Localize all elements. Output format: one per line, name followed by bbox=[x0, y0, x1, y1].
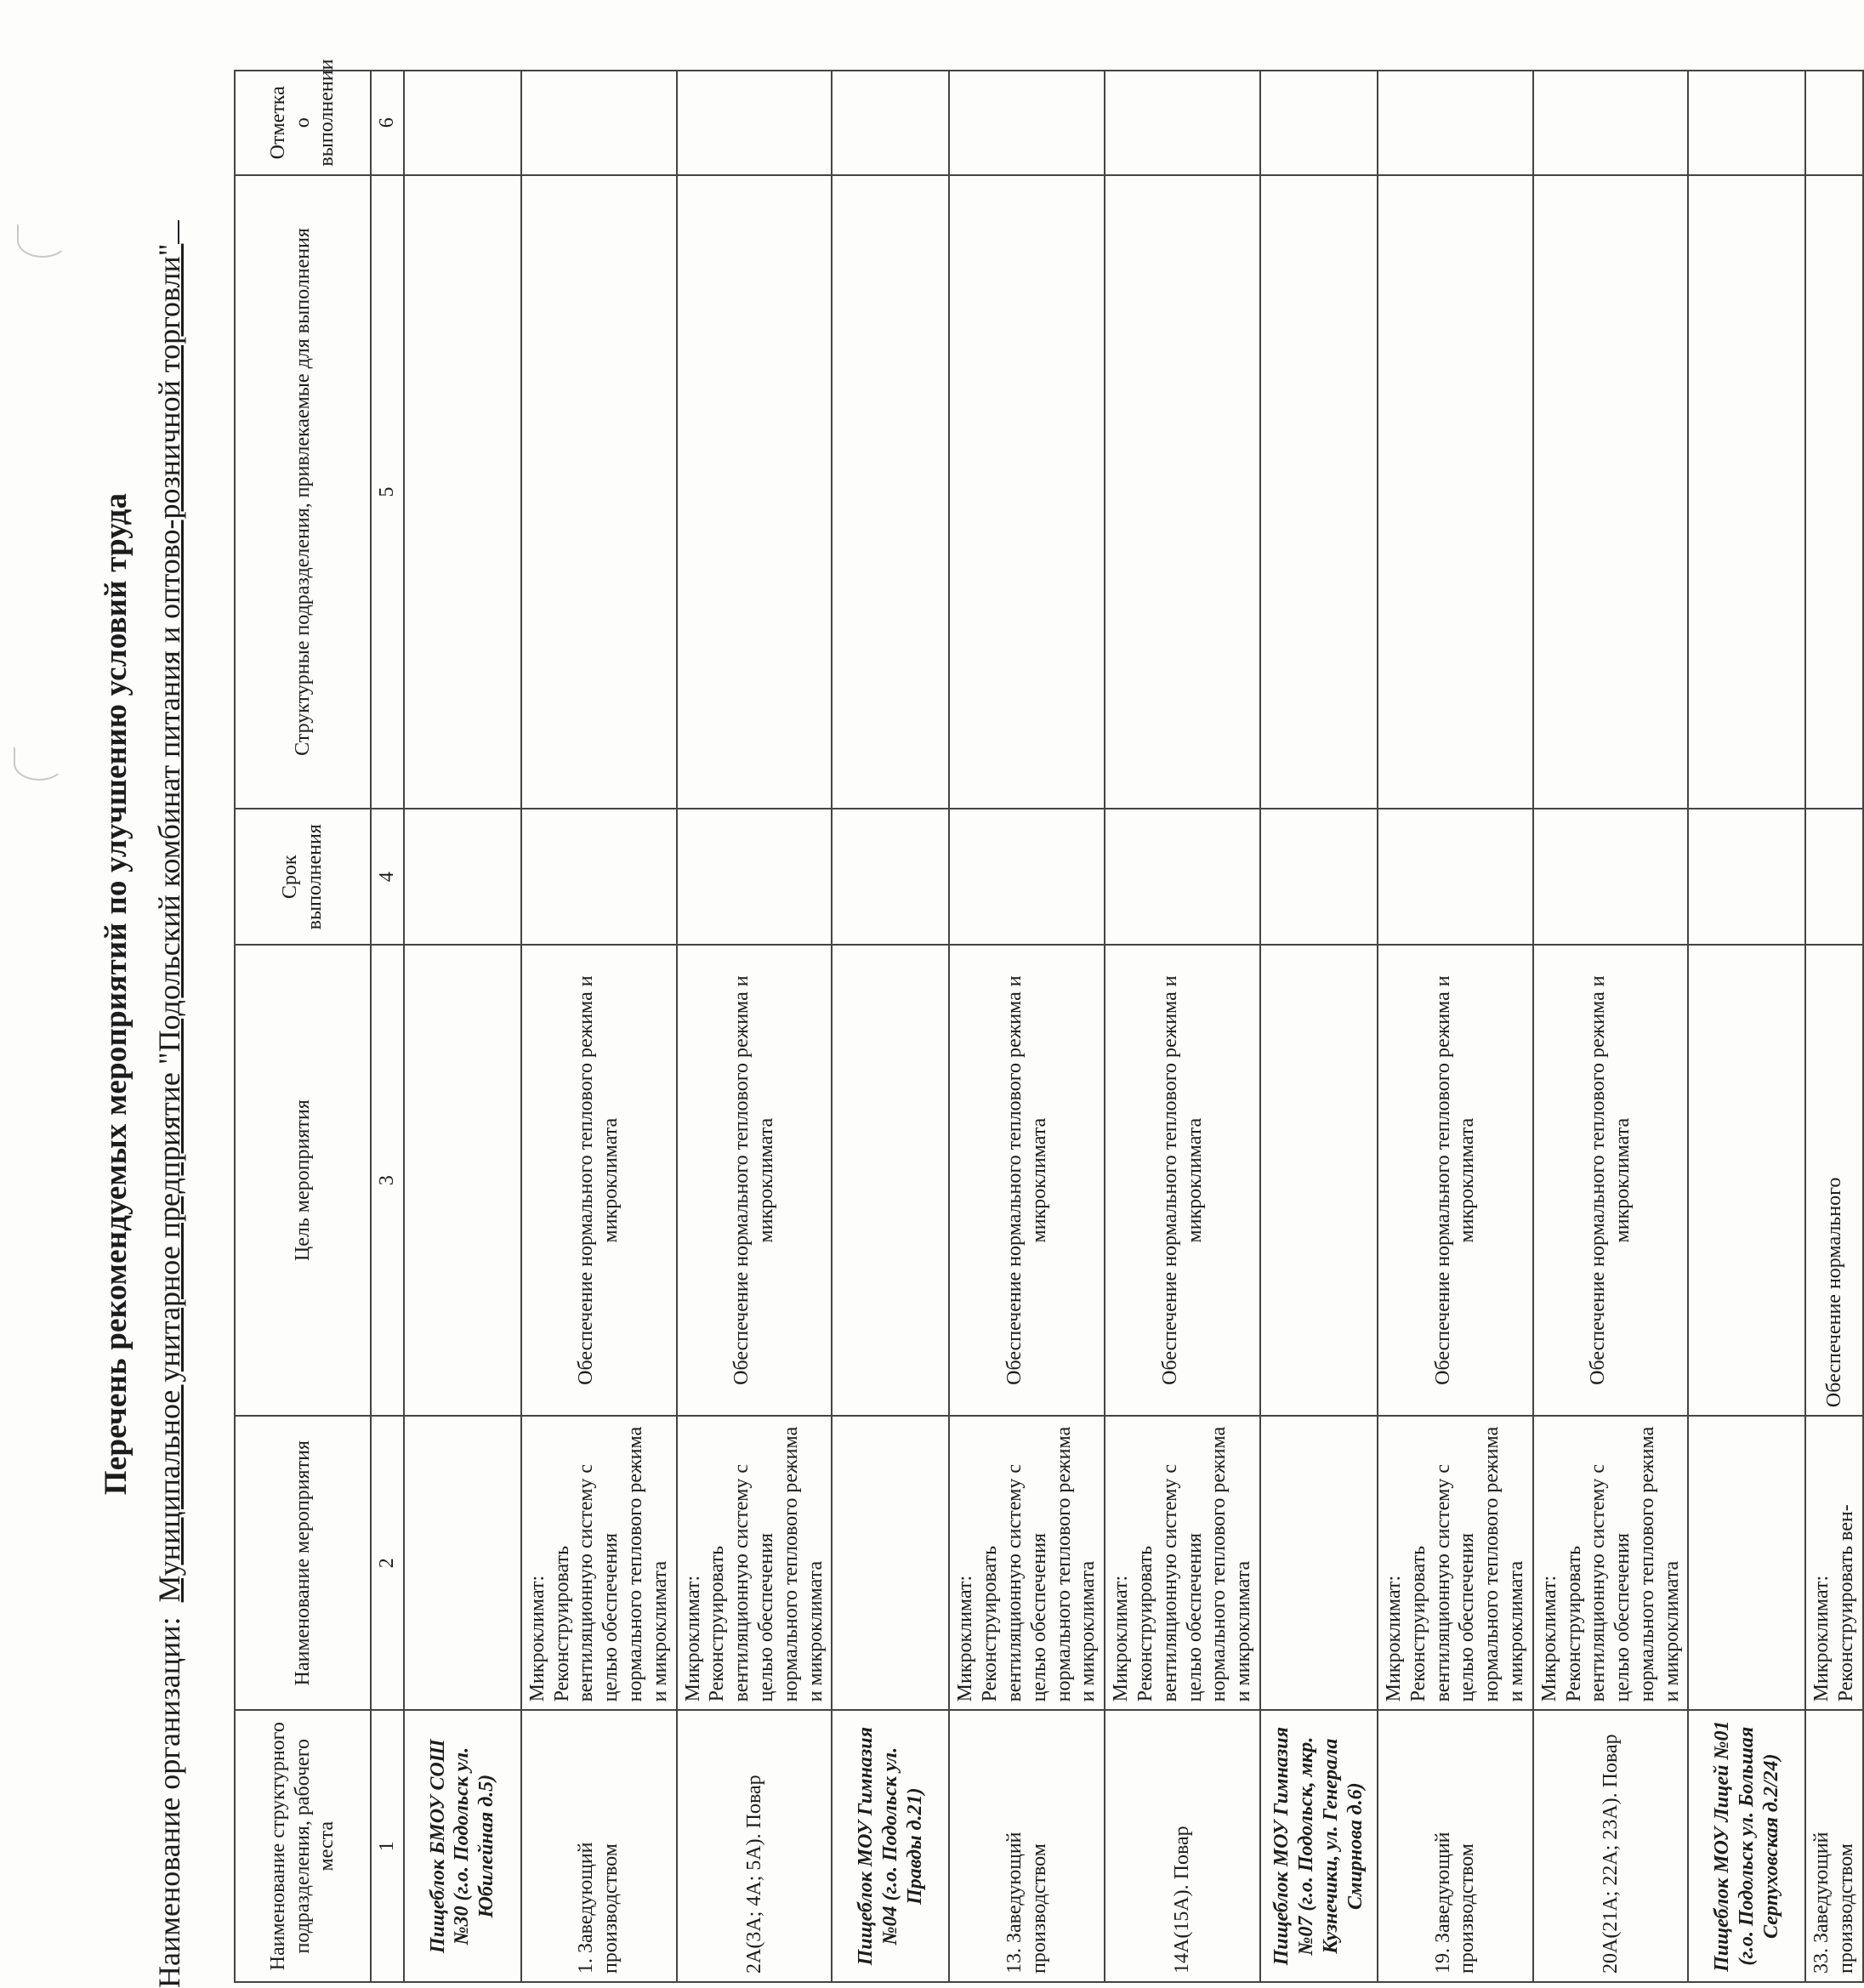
measure-goal: Обеспечение нормального bbox=[1805, 945, 1863, 1416]
organization-name: Муниципальное унитарное предприятие "Подольский комбинат питания и оптово-розничной торговли" bbox=[152, 243, 186, 1603]
table-row bbox=[1533, 71, 1689, 1982]
organization-label: Наименование организации: bbox=[152, 1616, 186, 1988]
column-number: 3 bbox=[371, 945, 404, 1416]
measure-goal: Обеспечение нормального теплового режима и микроклимата bbox=[949, 945, 1105, 1416]
table-row bbox=[677, 71, 833, 1982]
empty-cell bbox=[949, 175, 1105, 809]
measure-name: Микроклимат: Реконструировать вентиляционную систему с целью обеспечения нормального теплового режима и микроклимата bbox=[1378, 1416, 1533, 1710]
empty-cell bbox=[677, 175, 833, 809]
empty-cell bbox=[1260, 1416, 1378, 1710]
table-row bbox=[1105, 71, 1260, 1982]
measure-name: Микроклимат: Реконструировать вентиляционную систему с целью обеспечения нормального теплового режима и микроклимата bbox=[677, 1416, 833, 1710]
section-name: Пищеблок БМОУ СОШ №30 (г.о. Подольск ул. Юбилейная д.5) bbox=[404, 1710, 521, 1982]
section-name: Пищеблок МОУ Гимназия №07 (г.о. Подольск, мкр. Кузнечики, ул. Генерала Смирнова д.6) bbox=[1260, 1710, 1378, 1982]
measure-goal: Обеспечение нормального теплового режима и микроклимата bbox=[521, 945, 677, 1416]
column-number-row bbox=[371, 71, 404, 1982]
empty-cell bbox=[404, 175, 521, 809]
empty-cell bbox=[949, 809, 1105, 945]
empty-cell bbox=[404, 945, 521, 1416]
empty-cell bbox=[404, 1416, 521, 1710]
section-name: Пищеблок МОУ Лицей №01 (г.о. Подольск ул. Большая Серпуховская д.2/24) bbox=[1688, 1710, 1805, 1982]
empty-cell bbox=[521, 71, 677, 175]
empty-cell bbox=[1105, 809, 1260, 945]
empty-cell bbox=[1805, 71, 1863, 175]
table-row bbox=[1378, 71, 1533, 1982]
empty-cell bbox=[832, 71, 949, 175]
workplace-name: 33. Заведующий производством bbox=[1805, 1710, 1863, 1982]
empty-cell bbox=[1260, 945, 1378, 1416]
empty-cell bbox=[1688, 71, 1805, 175]
section-row bbox=[832, 71, 949, 1982]
empty-cell bbox=[832, 1416, 949, 1710]
empty-cell bbox=[1688, 1416, 1805, 1710]
empty-cell bbox=[832, 809, 949, 945]
header-row bbox=[235, 71, 371, 1982]
column-header: Отметка о выполнении bbox=[235, 71, 371, 175]
empty-cell bbox=[1260, 71, 1378, 175]
empty-cell bbox=[1688, 175, 1805, 809]
measure-name: Микроклимат: Реконструировать вентиляционную систему с целью обеспечения нормального теплового режима и микроклимата bbox=[521, 1416, 677, 1710]
empty-cell bbox=[521, 809, 677, 945]
section-row bbox=[404, 71, 521, 1982]
empty-cell bbox=[1260, 809, 1378, 945]
workplace-name: 1. Заведующий производством bbox=[521, 1710, 677, 1982]
measure-name: Микроклимат: Реконструировать вентиляционную систему с целью обеспечения нормального теплового режима и микроклимата bbox=[1105, 1416, 1260, 1710]
workplace-name: 14А(15А). Повар bbox=[1105, 1710, 1260, 1982]
empty-cell bbox=[404, 71, 521, 175]
column-header: Срок выполнения bbox=[235, 809, 371, 945]
column-number: 1 bbox=[371, 1710, 404, 1982]
workplace-name: 19. Заведующий производством bbox=[1378, 1710, 1533, 1982]
measure-goal: Обеспечение нормального теплового режима и микроклимата bbox=[1533, 945, 1689, 1416]
table-row bbox=[949, 71, 1105, 1982]
workplace-name: 20А(21А; 22А; 23А). Повар bbox=[1533, 1710, 1689, 1982]
section-name: Пищеблок МОУ Гимназия №04 (г.о. Подольск ул. Правды д.21) bbox=[832, 1710, 949, 1982]
table-body bbox=[235, 59, 1863, 1982]
empty-cell bbox=[832, 945, 949, 1416]
column-number: 5 bbox=[371, 175, 404, 809]
column-header: Структурные подразделения, привлекаемые для выполнения bbox=[235, 175, 371, 809]
empty-cell bbox=[521, 175, 677, 809]
empty-cell bbox=[1378, 71, 1533, 175]
column-header: Наименование мероприятия bbox=[235, 1416, 371, 1710]
section-row bbox=[1688, 71, 1805, 1982]
measures-table bbox=[234, 59, 1864, 1983]
measure-goal: Обеспечение нормального теплового режима и микроклимата bbox=[677, 945, 833, 1416]
scan-mark bbox=[14, 747, 65, 781]
measure-name: Микроклимат: Реконструировать вен- bbox=[1805, 1416, 1863, 1710]
measure-goal: Обеспечение нормального теплового режима и микроклимата bbox=[1378, 945, 1533, 1416]
column-header: Наименование структурного подразделения, рабочего места bbox=[235, 1710, 371, 1982]
empty-cell bbox=[1805, 809, 1863, 945]
empty-cell bbox=[1533, 809, 1689, 945]
section-row bbox=[1260, 71, 1378, 1982]
column-number: 4 bbox=[371, 809, 404, 945]
empty-cell bbox=[1533, 175, 1689, 809]
empty-cell bbox=[1688, 945, 1805, 1416]
document-title: Перечень рекомендуемых мероприятий по улучшению условий труда bbox=[99, 492, 134, 1496]
workplace-name: 13. Заведующий производством bbox=[949, 1710, 1105, 1982]
underline-blank bbox=[178, 220, 179, 244]
empty-cell bbox=[1805, 175, 1863, 809]
empty-cell bbox=[1688, 809, 1805, 945]
empty-cell bbox=[677, 71, 833, 175]
column-header: Цель мероприятия bbox=[235, 945, 371, 1416]
empty-cell bbox=[1378, 175, 1533, 809]
measure-name: Микроклимат: Реконструировать вентиляционную систему с целью обеспечения нормального теплового режима и микроклимата bbox=[949, 1416, 1105, 1710]
measure-goal: Обеспечение нормального теплового режима и микроклимата bbox=[1105, 945, 1260, 1416]
table-row bbox=[1805, 71, 1863, 1982]
empty-cell bbox=[832, 175, 949, 809]
empty-cell bbox=[677, 809, 833, 945]
empty-cell bbox=[949, 71, 1105, 175]
measure-name: Микроклимат: Реконструировать вентиляционную систему с целью обеспечения нормального теплового режима и микроклимата bbox=[1533, 1416, 1689, 1710]
empty-cell bbox=[1105, 175, 1260, 809]
column-number: 2 bbox=[371, 1416, 404, 1710]
empty-cell bbox=[1378, 809, 1533, 945]
column-number: 6 bbox=[371, 71, 404, 175]
empty-cell bbox=[404, 809, 521, 945]
table-row bbox=[521, 71, 677, 1982]
empty-cell bbox=[1105, 71, 1260, 175]
workplace-name: 2А(3А; 4А; 5А). Повар bbox=[677, 1710, 833, 1982]
empty-cell bbox=[1533, 71, 1689, 175]
organization-line bbox=[151, 0, 187, 1988]
empty-cell bbox=[1260, 175, 1378, 809]
scan-mark bbox=[17, 224, 68, 258]
